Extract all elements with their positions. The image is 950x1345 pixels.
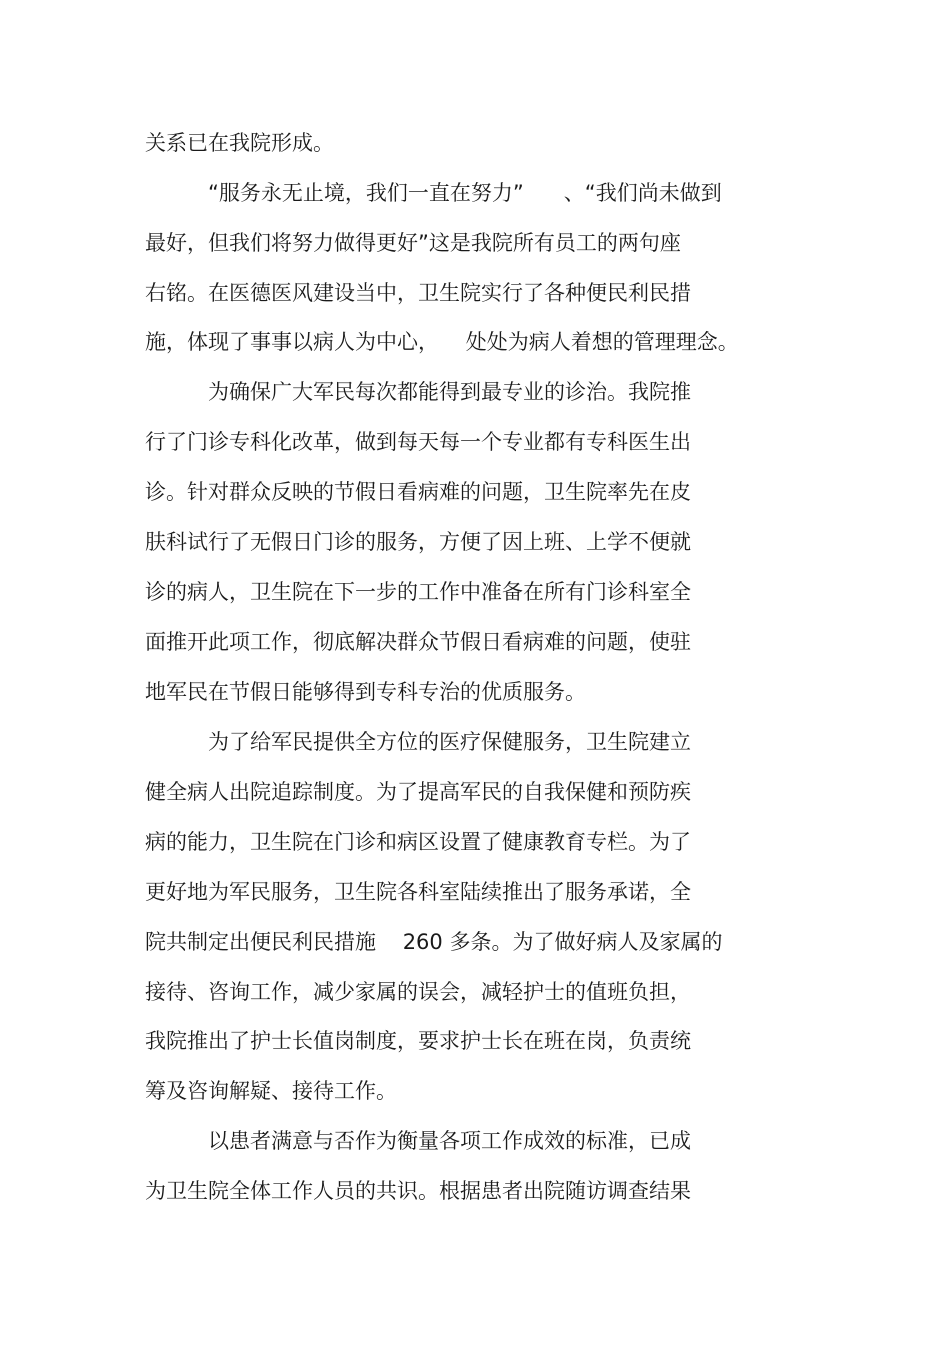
text-line: 病的能力，卫生院在门诊和病区设置了健康教育专栏。为了 — [145, 830, 691, 854]
text-line: 筹及咨询解疑、接待工作。 — [145, 1079, 397, 1103]
text-line: 为了给军民提供全方位的医疗保健服务，卫生院建立 — [208, 730, 691, 754]
text-line: 健全病人出院追踪制度。为了提高军民的自我保健和预防疾 — [145, 780, 691, 804]
text-line: “服务永无止境，我们一直在努力” 、“我们尚未做到 — [208, 181, 722, 205]
text-line: 院共制定出便民利民措施 260 多条。为了做好病人及家属的 — [145, 930, 723, 954]
text-line: 行了门诊专科化改革，做到每天每一个专业都有专科医生出 — [145, 430, 691, 454]
text-line: 地军民在节假日能够得到专科专治的优质服务。 — [145, 680, 586, 704]
text-line: 更好地为军民服务，卫生院各科室陆续推出了服务承诺，全 — [145, 880, 691, 904]
text-line: 接待、咨询工作，减少家属的误会，减轻护士的值班负担， — [145, 980, 691, 1004]
text-line: 最好，但我们将努力做得更好”这是我院所有员工的两句座 — [145, 231, 681, 255]
text-line: 为确保广大军民每次都能得到最专业的诊治。我院推 — [208, 380, 691, 404]
text-line: 肤科试行了无假日门诊的服务，方便了因上班、上学不便就 — [145, 530, 691, 554]
text-line: 关系已在我院形成。 — [145, 131, 334, 155]
text-line: 面推开此项工作，彻底解决群众节假日看病难的问题，使驻 — [145, 630, 691, 654]
text-line: 以患者满意与否作为衡量各项工作成效的标准，已成 — [208, 1129, 691, 1153]
text-line: 为卫生院全体工作人员的共识。根据患者出院随访调查结果 — [145, 1179, 691, 1203]
text-line: 施，体现了事事以病人为中心， 处处为病人着想的管理理念。 — [145, 330, 739, 354]
text-line: 右铭。在医德医风建设当中，卫生院实行了各种便民利民措 — [145, 281, 691, 305]
text-line: 诊。针对群众反映的节假日看病难的问题，卫生院率先在皮 — [145, 480, 691, 504]
text-line: 我院推出了护士长值岗制度，要求护士长在班在岗，负责统 — [145, 1029, 691, 1053]
text-line: 诊的病人，卫生院在下一步的工作中准备在所有门诊科室全 — [145, 580, 691, 604]
